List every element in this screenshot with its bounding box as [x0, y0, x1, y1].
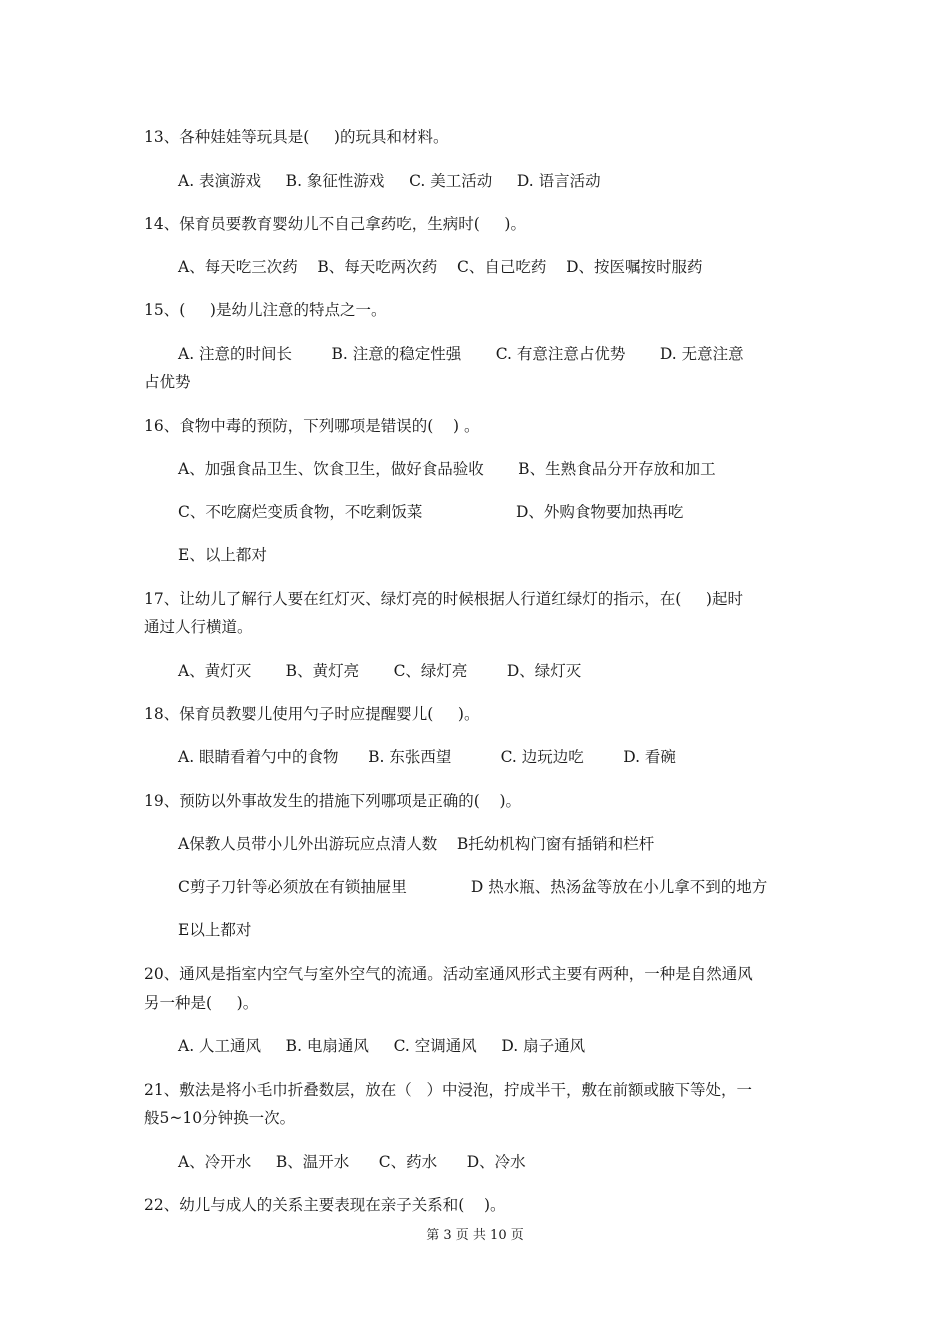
- question-21-stem: 21、敷法是将小毛巾折叠数层，放在（ ）中浸泡，拧成半干，敷在前额或腋下等处，一: [144, 1081, 753, 1099]
- question-16-option-e: E、以上都对: [178, 546, 267, 564]
- question-14-stem: 14、保育员要教育婴幼儿不自己拿药吃，生病时( )。: [144, 215, 526, 233]
- question-16-stem: 16、食物中毒的预防，下列哪项是错误的( ) 。: [144, 417, 480, 435]
- question-20-stem: 20、通风是指室内空气与室外空气的流通。活动室通风形式主要有两种，一种是自然通风: [144, 965, 753, 983]
- question-13-stem: 13、各种娃娃等玩具是( )的玩具和材料。: [144, 128, 449, 146]
- question-22-stem: 22、幼儿与成人的关系主要表现在亲子关系和( )。: [144, 1196, 506, 1214]
- question-18-options: A. 眼睛看着勺中的食物 B. 东张西望 C. 边玩边吃 D. 看碗: [178, 748, 676, 766]
- question-16-options-ab: A、加强食品卫生、饮食卫生，做好食品验收 B、生熟食品分开存放和加工: [178, 460, 716, 478]
- question-15-options: A. 注意的时间长 B. 注意的稳定性强 C. 有意注意占优势 D. 无意注意: [178, 345, 744, 363]
- question-17-stem-cont: 通过人行横道。: [144, 618, 253, 636]
- question-15-options-cont: 占优势: [144, 373, 191, 391]
- question-14-options: A、每天吃三次药 B、每天吃两次药 C、自己吃药 D、按医嘱按时服药: [178, 258, 703, 276]
- question-20-stem-cont: 另一种是( )。: [144, 994, 259, 1012]
- question-16-options-cd: C、不吃腐烂变质食物，不吃剩饭菜 D、外购食物要加热再吃: [178, 503, 684, 521]
- question-15-stem: 15、( )是幼儿注意的特点之一。: [144, 301, 387, 319]
- question-21-options: A、冷开水 B、温开水 C、药水 D、冷水: [178, 1153, 526, 1171]
- question-19-stem: 19、预防以外事故发生的措施下列哪项是正确的( )。: [144, 792, 522, 810]
- question-20-options: A. 人工通风 B. 电扇通风 C. 空调通风 D. 扇子通风: [178, 1037, 586, 1055]
- question-19-option-e: E以上都对: [178, 921, 252, 939]
- question-19-options-cd: C剪子刀针等必须放在有锁抽屉里 D 热水瓶、热汤盆等放在小儿拿不到的地方: [178, 878, 768, 896]
- question-13-options: A. 表演游戏 B. 象征性游戏 C. 美工活动 D. 语言活动: [178, 172, 601, 190]
- question-18-stem: 18、保育员教婴儿使用勺子时应提醒婴儿( )。: [144, 705, 480, 723]
- question-19-options-ab: A保教人员带小儿外出游玩应点清人数 B托幼机构门窗有插销和栏杆: [178, 835, 655, 853]
- question-17-options: A、黄灯灭 B、黄灯亮 C、绿灯亮 D、绿灯灭: [178, 662, 582, 680]
- page-footer: 第 3 页 共 10 页: [426, 1228, 524, 1243]
- question-17-stem: 17、让幼儿了解行人要在红灯灭、绿灯亮的时候根据人行道红绿灯的指示，在( )起时: [144, 590, 743, 608]
- question-21-stem-cont: 般5~10分钟换一次。: [144, 1109, 296, 1127]
